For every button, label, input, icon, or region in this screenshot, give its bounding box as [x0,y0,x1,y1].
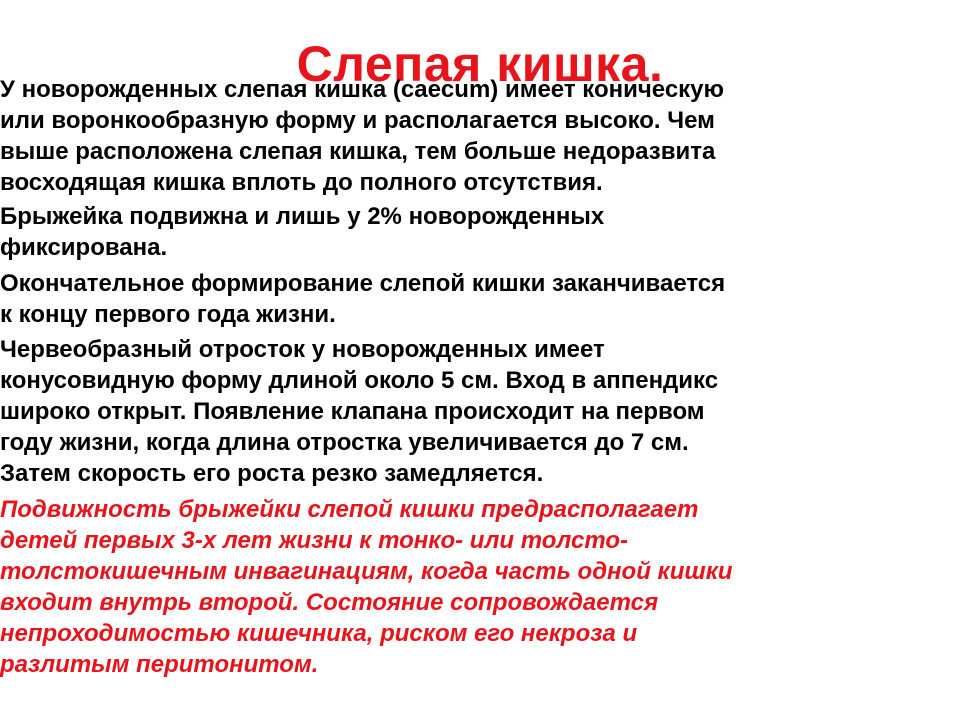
text-line: выше расположена слепая кишка, тем больше недоразвита [0,138,716,165]
paragraph-appendix [0,334,960,489]
text-line: к концу первого года жизни. [0,301,336,328]
paragraph-caecum-shape [0,74,960,198]
text-line: году жизни, когда длина отростка увеличивается до 7 см. [0,429,689,456]
text-line: или воронкообразную форму и располагается высоко. Чем [0,107,715,134]
paragraph-mesentery [0,201,960,263]
text-line: входит внутрь второй. Состояние сопровождается [0,589,659,616]
text-line: Червеобразный отросток у новорожденных имеет [0,336,605,363]
text-line: восходящая кишка вплоть до полного отсутствия. [0,169,603,196]
text-line: толстокишечным инвагинациям, когда часть одной кишки [0,558,733,585]
text-line: широко открыт. Появление клапана происходит на первом [0,398,705,425]
paragraph-invagination-warning [0,494,960,680]
text-line: детей первых 3-х лет жизни к тонко- или толсто- [0,527,629,554]
text-line: Окончательное формирование слепой кишки заканчивается [0,270,726,297]
text-line: Брыжейка подвижна и лишь у 2% новорожденных [0,203,605,230]
text-line: У новорожденных слепая кишка (caecum) имеет коническую [0,76,725,103]
text-line: конусовидную форму длиной около 5 см. Вход в аппендикс [0,367,719,394]
text-line: фиксирована. [0,234,168,261]
text-line: Затем скорость его роста резко замедляется. [0,460,544,487]
paragraph-formation [0,268,960,330]
text-line: разлитым перитонитом. [0,651,319,678]
text-line: непроходимостью кишечника, риском его некроза и [0,620,638,647]
text-line: Подвижность брыжейки слепой кишки предрасполагает [0,496,699,523]
slide-title: Слепая кишка. [296,35,664,92]
